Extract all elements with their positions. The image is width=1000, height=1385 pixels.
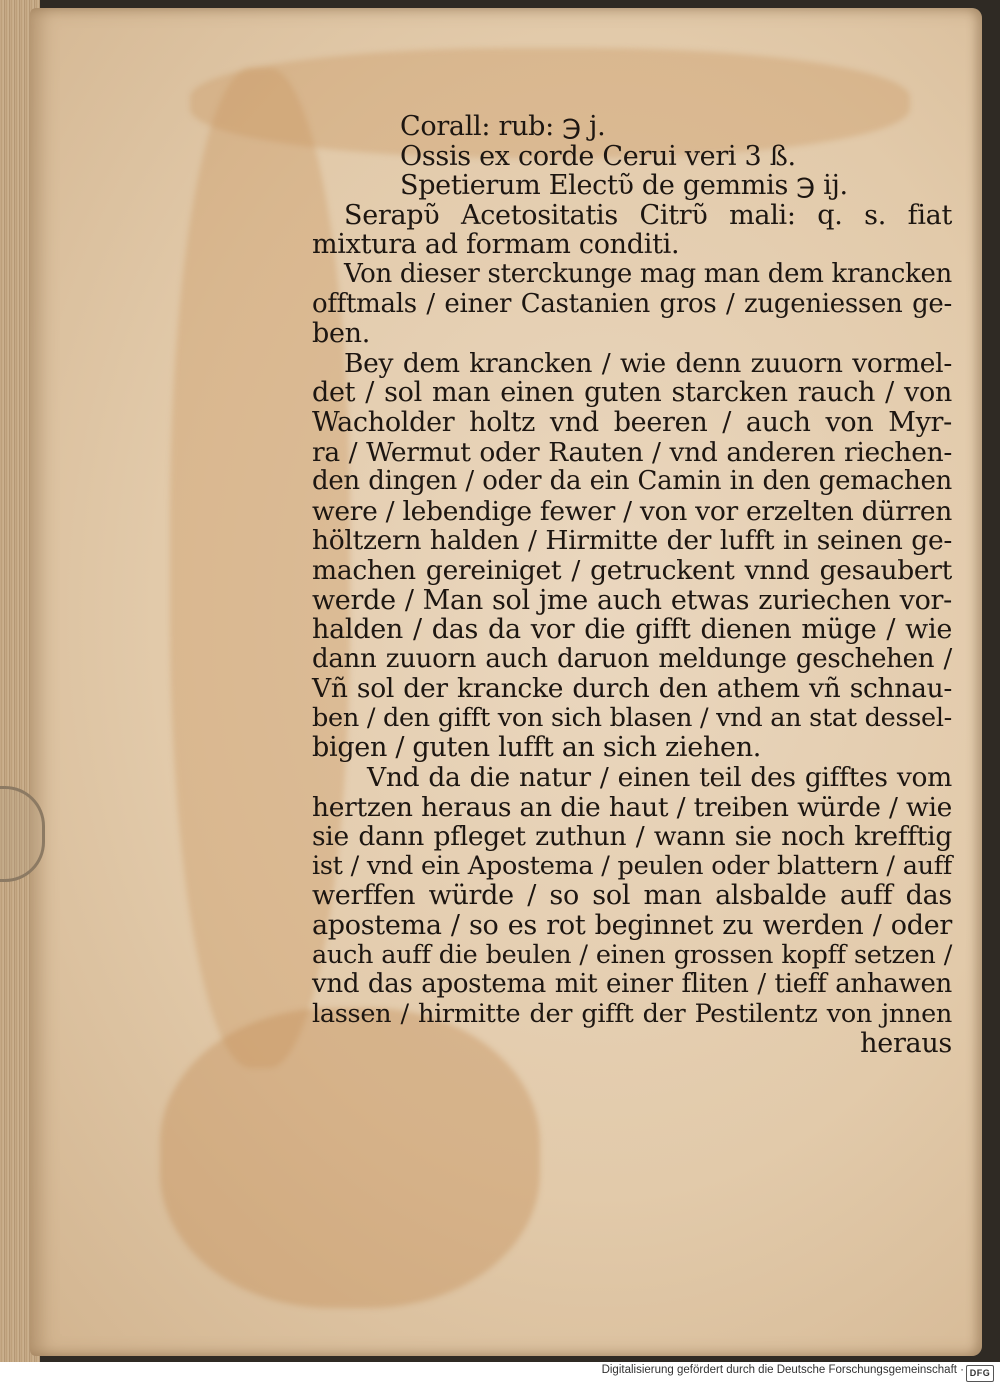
text-line: Bey dem krancken / wie denn zuuorn vormel-	[344, 347, 952, 379]
text-line: dann zuuorn auch daruon meldunge geschehen /	[312, 643, 952, 674]
text-line: ben.	[312, 318, 371, 350]
text-line: halden / das da vor die gifft dienen müge / wie	[312, 614, 952, 646]
text-line: Wacholder holtz vnd beeren / auch von Myr-	[312, 406, 952, 438]
text-line: lassen / hirmitte der gifft der Pestilentz von jnnen	[312, 998, 952, 1029]
text-line: det / sol man einen guten starcken rauch / von	[312, 377, 952, 409]
text-line: Von dieser sterckunge mag man dem krancken	[344, 258, 952, 289]
text-line: hertzen heraus an die haut / treiben würde / wie	[312, 791, 952, 823]
text-line: den dingen / oder da ein Camin in den gemachen	[312, 466, 952, 497]
text-line: sie dann pfleget zuthun / wann sie noch krefftig	[312, 821, 952, 853]
text-line: were / lebendige fewer / von vor erzelten dürren	[312, 495, 952, 527]
text-line: ra / Wermut oder Rauten / vnd anderen riechen-	[312, 436, 952, 468]
text-line: machen gereiniget / getruckent vnnd gesaubert	[312, 554, 952, 586]
text-line: mixtura ad formam conditi.	[312, 229, 680, 261]
dfg-logo: DFG	[966, 1365, 994, 1382]
funding-credit: Digitalisierung gefördert durch die Deutsche Forschungsgemeinschaft ·	[601, 1364, 964, 1376]
text-line: Serapῦ Acetositatis Citrῦ mali: q. s. fiat	[344, 199, 952, 231]
text-line: werde / Man sol jme auch etwas zuriechen vor-	[312, 584, 952, 616]
text-line: ist / vnd ein Apostema / peulen oder blattern / auff	[312, 850, 952, 881]
page-text	[312, 112, 952, 1059]
text-line: ben / den gifft von sich blasen / vnd an stat dessel-	[312, 702, 952, 733]
text-line: Ossis ex corde Cerui veri 3 ß.	[400, 140, 796, 172]
text-line: auch auff die beulen / einen grossen kopff setzen /	[312, 939, 952, 970]
text-line: Vnd da die natur / einen teil des gifftes vom	[367, 762, 952, 794]
text-line: bigen / guten lufft an sich ziehen.	[312, 732, 762, 764]
text-line: werffen würde / so sol man alsbalde auff das	[312, 880, 952, 912]
text-line: Spetierum Electῦ de gemmis ℈ ij.	[400, 170, 848, 202]
text-line: apostema / so es rot beginnet zu werden / oder	[312, 910, 952, 942]
footer-bar	[0, 1362, 1000, 1385]
text-line: offtmals / einer Castanien gros / zugeniessen ge-	[312, 288, 952, 319]
text-line: höltzern halden / Hirmitte der lufft in seinen ge-	[312, 525, 952, 557]
text-line: Corall: rub: ℈ j.	[400, 111, 606, 142]
catchword: heraus	[860, 1028, 952, 1060]
text-line: Vñ sol der krancke durch den athem vñ schnau-	[312, 673, 952, 705]
text-line: vnd das apostema mit einer fliten / tieff anhawen	[312, 969, 952, 1000]
